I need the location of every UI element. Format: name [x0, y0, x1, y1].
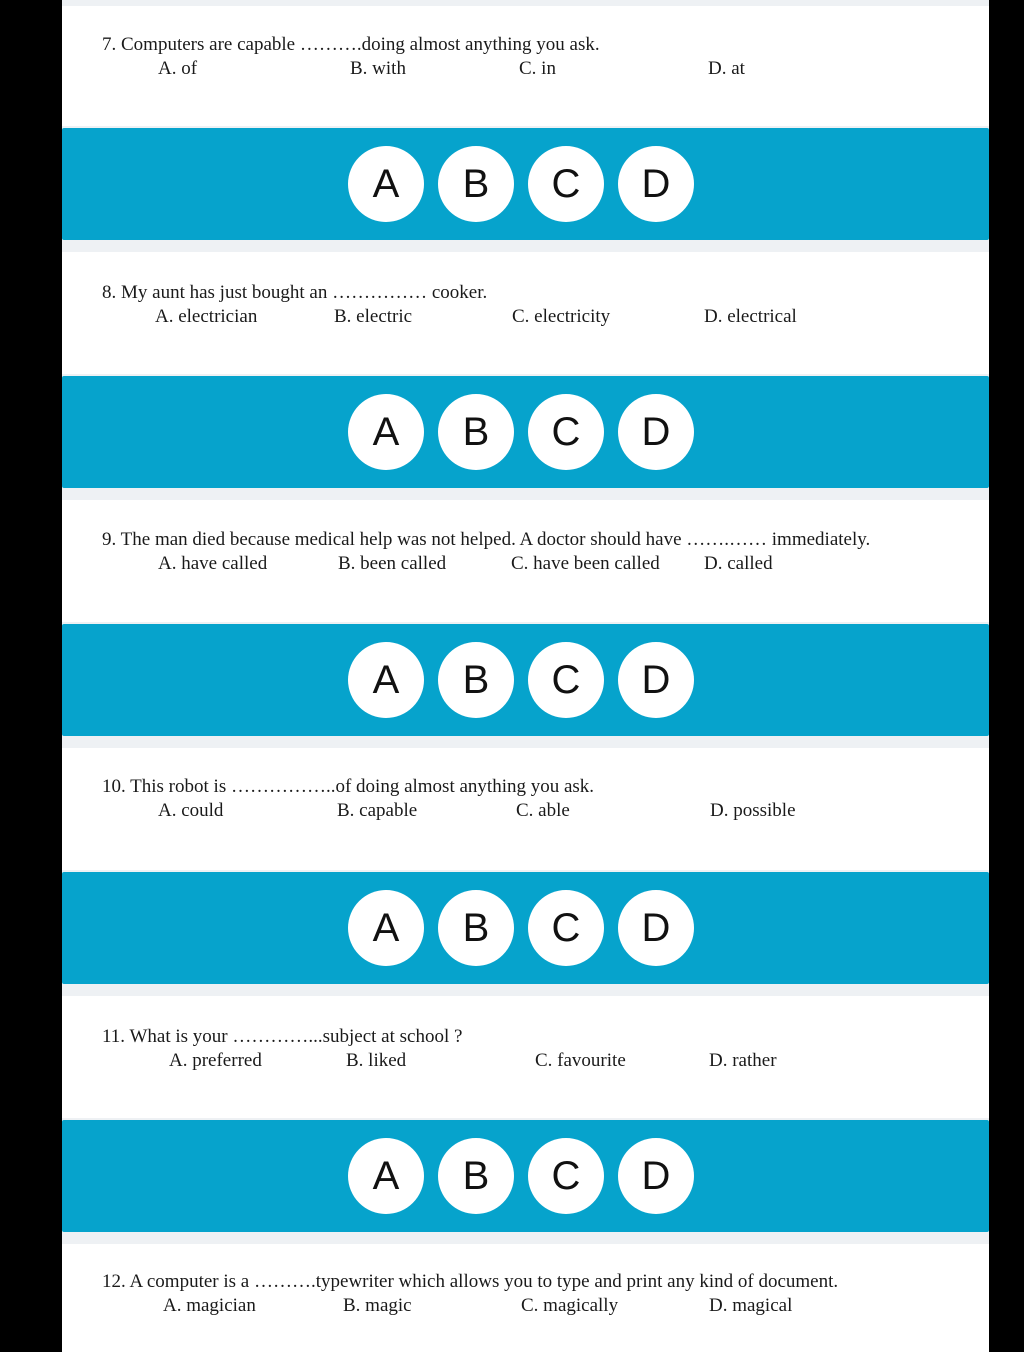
option-b: B. liked	[346, 1050, 407, 1071]
option-b: B. with	[350, 58, 406, 79]
option-d: D. electrical	[704, 306, 797, 327]
answer-panel-9	[62, 624, 989, 736]
answer-panel-8	[62, 376, 989, 488]
question-card-11	[62, 996, 989, 1118]
option-a: A. have called	[158, 553, 268, 574]
question-text: 10. This robot is ……………..of doing almost anything you ask.	[102, 776, 595, 797]
answer-panel-7	[62, 128, 989, 240]
question-text: 9. The man died because medical help was not helped. A doctor should have …….…… immediately.	[102, 529, 871, 550]
answer-button-a[interactable]: A	[348, 1138, 424, 1214]
answer-button-d[interactable]: D	[618, 146, 694, 222]
answer-button-c[interactable]: C	[528, 890, 604, 966]
question-text: 8. My aunt has just bought an …………… cooker.	[102, 282, 488, 303]
question-card-10	[62, 748, 989, 870]
option-c: C. in	[519, 58, 556, 79]
option-c: C. able	[516, 800, 570, 821]
answer-button-c[interactable]: C	[528, 394, 604, 470]
option-d: D. rather	[709, 1050, 777, 1071]
option-c: C. favourite	[535, 1050, 626, 1071]
option-a: A. could	[158, 800, 224, 821]
answer-button-c[interactable]: C	[528, 1138, 604, 1214]
answer-button-a[interactable]: A	[348, 394, 424, 470]
option-b: B. capable	[337, 800, 418, 821]
question-card-9	[62, 500, 989, 622]
option-a: A. preferred	[169, 1050, 262, 1071]
answer-button-b[interactable]: B	[438, 890, 514, 966]
answer-button-b[interactable]: B	[438, 146, 514, 222]
answer-button-d[interactable]: D	[618, 642, 694, 718]
option-b: B. been called	[338, 553, 447, 574]
answer-button-c[interactable]: C	[528, 642, 604, 718]
option-c: C. magically	[521, 1295, 619, 1316]
question-card-7	[62, 6, 989, 126]
question-text: 11. What is your …………...subject at school ?	[102, 1026, 463, 1047]
answer-button-c[interactable]: C	[528, 146, 604, 222]
quiz-page	[62, 0, 989, 1352]
option-b: B. electric	[334, 306, 413, 327]
question-card-8	[62, 252, 989, 374]
option-a: A. electrician	[155, 306, 258, 327]
answer-button-b[interactable]: B	[438, 1138, 514, 1214]
option-b: B. magic	[343, 1295, 412, 1316]
option-a: A. magician	[163, 1295, 256, 1316]
answer-button-a[interactable]: A	[348, 890, 424, 966]
answer-button-d[interactable]: D	[618, 1138, 694, 1214]
question-text: 7. Computers are capable ……….doing almost anything you ask.	[102, 34, 600, 55]
answer-panel-10	[62, 872, 989, 984]
option-d: D. called	[704, 553, 773, 574]
answer-button-a[interactable]: A	[348, 146, 424, 222]
option-c: C. have been called	[511, 553, 660, 574]
answer-button-b[interactable]: B	[438, 642, 514, 718]
option-d: D. possible	[710, 800, 796, 821]
option-a: A. of	[158, 58, 198, 79]
option-d: D. at	[708, 58, 745, 79]
answer-button-a[interactable]: A	[348, 642, 424, 718]
answer-panel-11	[62, 1120, 989, 1232]
answer-button-b[interactable]: B	[438, 394, 514, 470]
question-card-12	[62, 1244, 989, 1352]
option-d: D. magical	[709, 1295, 793, 1316]
answer-button-d[interactable]: D	[618, 394, 694, 470]
question-text: 12. A computer is a ……….typewriter which allows you to type and print any kind of document.	[102, 1271, 839, 1292]
answer-button-d[interactable]: D	[618, 890, 694, 966]
option-c: C. electricity	[512, 306, 611, 327]
